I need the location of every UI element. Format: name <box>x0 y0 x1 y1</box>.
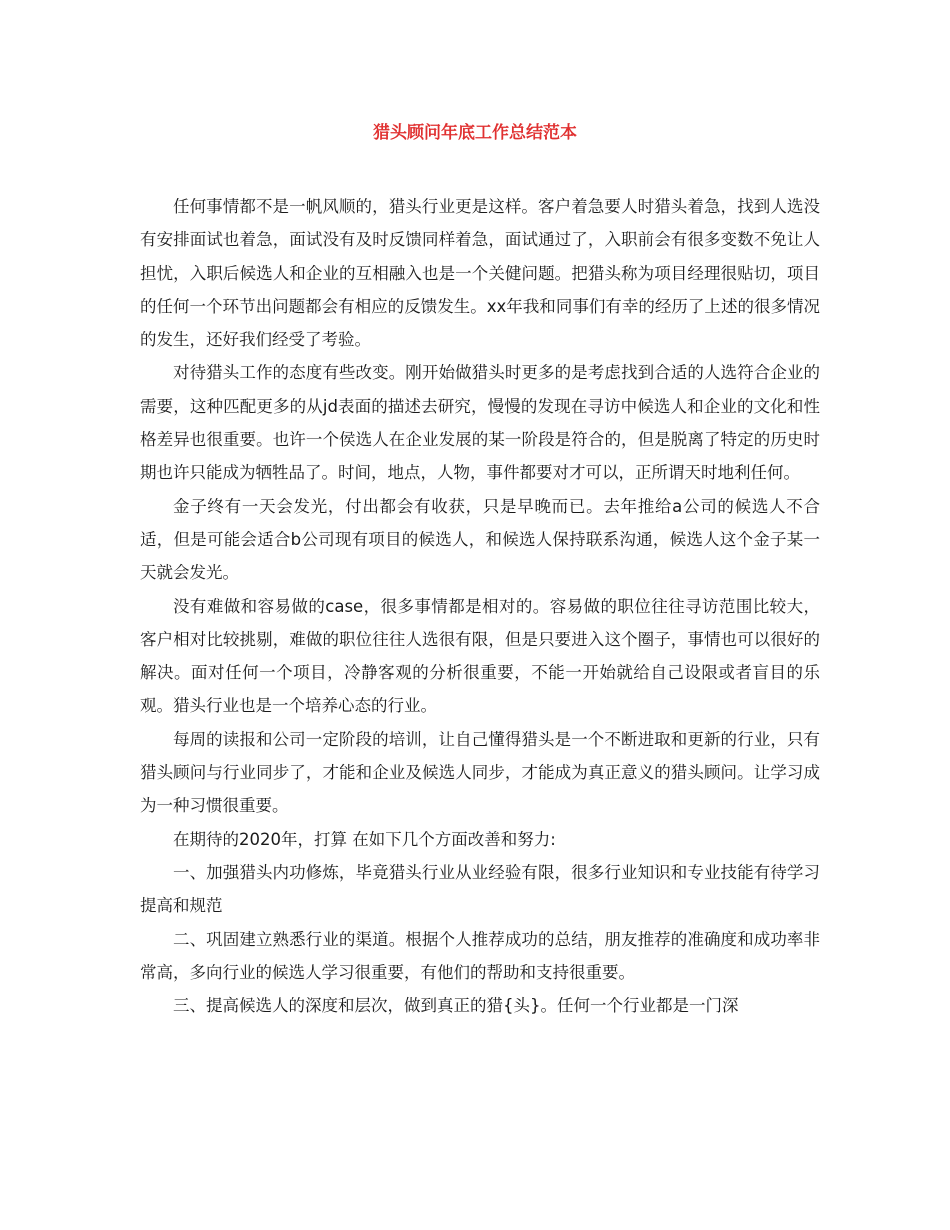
paragraph: 对待猎头工作的态度有些改变。刚开始做猎头时更多的是考虑找到合适的人选符合企业的需要，这种匹配更多的从jd表面的描述去研究，慢慢的发现在寻访中候选人和企业的文化和性格差异也很重要。也许一个侯选人在企业发展的某一阶段是符合的，但是脱离了特定的历史时期也许只能成为牺牲品了。时间，地点，人物，事件都要对才可以，正所谓天时地利任何。 <box>140 363 820 483</box>
paragraph: 在期待的2020年，打算 在如下几个方面改善和努力: <box>173 829 556 849</box>
paragraph: 金子终有一天会发光，付出都会有收获，只是早晚而已。去年推给a公司的候选人不合适，但是可能会适合b公司现有项目的候选人，和候选人保持联系沟通，候选人这个金子某一天就会发光。 <box>140 496 820 583</box>
paragraph: 三、提高候选人的深度和层次，做到真正的猎{头}。任何一个行业都是一门深 <box>173 996 739 1016</box>
paragraph: 二、巩固建立熟悉行业的渠道。根据个人推荐成功的总结，朋友推荐的准确度和成功率非常高，多向行业的候选人学习很重要，有他们的帮助和支持很重要。 <box>140 929 820 982</box>
paragraph: 没有难做和容易做的case，很多事情都是相对的。容易做的职位往往寻访范围比较大，客户相对比较挑剔，难做的职位往往人选很有限，但是只要进入这个圈子，事情也可以很好的解决。面对任何一个项目，冷静客观的分析很重要，不能一开始就给自己设限或者盲目的乐观。猎头行业也是一个培养心态的行业。 <box>140 596 820 716</box>
paragraph: 一、加强猎头内功修炼，毕竟猎头行业从业经验有限，很多行业知识和专业技能有待学习提高和规范 <box>140 862 820 916</box>
document-body <box>140 190 820 1022</box>
paragraph: 每周的读报和公司一定阶段的培训，让自己懂得猎头是一个不断进取和更新的行业，只有猎头顾问与行业同步了，才能和企业及候选人同步，才能成为真正意义的猎头顾问。让学习成为一种习惯很重要。 <box>140 729 820 816</box>
document-title: 猎头顾问年底工作总结范本 <box>373 123 577 143</box>
paragraph: 任何事情都不是一帆风顺的，猎头行业更是这样。客户着急要人时猎头着急，找到人选没有安排面试也着急，面试没有及时反馈同样着急，面试通过了，入职前会有很多变数不免让人担忧，入职后候选人和企业的互相融入也是一个关健问题。把猎头称为项目经理很贴切，项目的任何一个环节出问题都会有相应的反馈发生。xx年我和同事们有幸的经历了上述的很多情况的发生，还好我们经受了考验。 <box>140 197 820 350</box>
